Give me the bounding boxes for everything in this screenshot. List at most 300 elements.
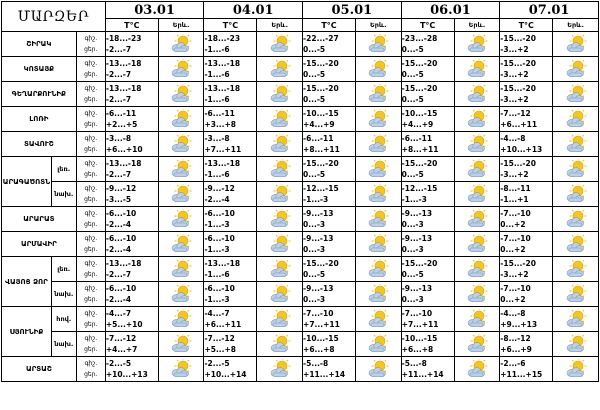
night-temperature: -15...-20	[500, 84, 536, 93]
day-label: ցեր.	[84, 171, 98, 178]
temperature-cell	[401, 32, 454, 57]
day-temperature: 0...+2	[500, 295, 526, 304]
sun-cloud-icon	[268, 59, 292, 79]
weather-cell	[454, 132, 500, 157]
day-temperature: +10...+13	[500, 145, 543, 154]
day-temperature: 0...-5	[401, 170, 424, 179]
day-temperature: 0...-5	[401, 45, 424, 54]
sun-cloud-icon	[564, 259, 588, 279]
sun-cloud-icon	[366, 59, 390, 79]
sun-cloud-icon	[564, 34, 588, 54]
temperature-cell	[401, 207, 454, 232]
forecast-table	[1, 1, 599, 382]
day-temperature: 0...-5	[303, 45, 326, 54]
night-label: գիշ.	[84, 310, 98, 317]
day-temperature: +8...+11	[303, 145, 340, 154]
region-name: ԱՐՄԱՎԻՐ	[2, 232, 77, 257]
night-temperature: -9...-12	[204, 184, 235, 193]
temperature-cell	[500, 32, 553, 57]
region-name: ԿՈՏԱՅՔ	[2, 57, 77, 82]
sun-cloud-icon	[268, 159, 292, 179]
night-temperature: -13...-18	[204, 159, 241, 168]
day-temperature: 0...-5	[401, 95, 424, 104]
time-of-day-labels	[76, 332, 105, 357]
night-temperature: -13...-18	[204, 84, 241, 93]
sun-cloud-icon	[465, 34, 489, 54]
time-of-day-labels	[76, 357, 105, 382]
weather-cell	[355, 157, 401, 182]
temperature-cell	[303, 107, 356, 132]
day-temperature: +7...+11	[303, 320, 340, 329]
night-temperature: -9...-13	[401, 234, 433, 243]
sun-cloud-icon	[169, 284, 193, 304]
day-label: ցեր.	[84, 121, 98, 128]
day-label: ցեր.	[84, 71, 98, 78]
region-row	[2, 182, 599, 207]
temperature-cell	[401, 307, 454, 332]
sun-cloud-icon	[465, 234, 489, 254]
region-row	[2, 107, 599, 132]
night-temperature: -4...-8	[500, 309, 526, 318]
temperature-cell	[105, 107, 158, 132]
weather-cell	[454, 32, 500, 57]
night-temperature: -15...-20	[401, 159, 438, 168]
weather-cell	[355, 32, 401, 57]
temperature-cell	[204, 257, 257, 282]
night-temperature: -6...-10	[204, 234, 235, 243]
weather-cell	[355, 57, 401, 82]
temperature-cell	[105, 82, 158, 107]
night-label: գիշ.	[84, 285, 98, 292]
weather-cell	[553, 57, 599, 82]
night-temperature: -12...-15	[303, 184, 339, 193]
day-label: ցեր.	[84, 321, 98, 328]
night-temperature: -4...-7	[105, 309, 132, 318]
night-temperature: -23...-28	[401, 34, 438, 43]
subregion-name: լեռ.	[51, 157, 76, 182]
weather-cell	[553, 207, 599, 232]
night-temperature: -9...-13	[303, 234, 334, 243]
temperature-cell	[500, 232, 553, 257]
sun-cloud-icon	[465, 59, 489, 79]
sun-cloud-icon	[465, 359, 489, 379]
day-temperature: 0...+2	[500, 220, 526, 229]
night-temperature: -8...-11	[500, 184, 531, 193]
temperature-cell	[105, 307, 158, 332]
subregion-name: նախ.	[51, 282, 76, 307]
weather-cell	[553, 232, 599, 257]
sun-cloud-icon	[465, 334, 489, 354]
weather-cell	[553, 82, 599, 107]
day-temperature: 0...-3	[401, 295, 424, 304]
temperature-cell	[204, 182, 257, 207]
night-temperature: -7...-10	[500, 234, 531, 243]
day-temperature: +7...+11	[204, 145, 242, 154]
weather-cell	[454, 307, 500, 332]
temperature-header: T°C	[105, 19, 158, 32]
weather-header: Երև.	[553, 19, 599, 32]
region-row	[2, 132, 599, 157]
day-temperature: -3...+2	[500, 95, 529, 104]
day-label: ցեր.	[84, 146, 98, 153]
sun-cloud-icon	[268, 359, 292, 379]
region-row	[2, 357, 599, 382]
sun-cloud-icon	[268, 259, 292, 279]
day-temperature: -2...-4	[105, 295, 132, 304]
temperature-cell	[204, 207, 257, 232]
sun-cloud-icon	[169, 159, 193, 179]
weather-cell	[355, 182, 401, 207]
day-temperature: -1...-6	[204, 95, 230, 104]
sun-cloud-icon	[465, 159, 489, 179]
temperature-cell	[303, 157, 356, 182]
weather-cell	[158, 182, 204, 207]
region-name: ԼՈՌԻ	[2, 107, 77, 132]
time-of-day-labels	[76, 232, 105, 257]
temperature-cell	[204, 32, 257, 57]
weather-cell	[454, 232, 500, 257]
date-header: 04.01	[204, 2, 303, 19]
night-temperature: -18...-23	[105, 34, 142, 43]
day-temperature: -1...-3	[401, 195, 427, 204]
night-temperature: -12...-15	[401, 184, 438, 193]
night-label: գիշ.	[84, 35, 98, 42]
temperature-cell	[500, 132, 553, 157]
temperature-cell	[303, 132, 356, 157]
subregion-name: նախ.	[51, 182, 76, 207]
temperature-cell	[204, 232, 257, 257]
day-temperature: -1...-6	[204, 170, 230, 179]
date-header: 07.01	[500, 2, 599, 19]
weather-cell	[257, 307, 303, 332]
weather-cell	[553, 182, 599, 207]
night-label: գիշ.	[84, 235, 98, 242]
night-temperature: -15...-20	[303, 84, 339, 93]
night-temperature: -6...-11	[303, 134, 334, 143]
temperature-cell	[401, 107, 454, 132]
weather-cell	[355, 282, 401, 307]
temperature-cell	[105, 32, 158, 57]
day-temperature: +6...+8	[401, 345, 434, 354]
sun-cloud-icon	[465, 309, 489, 329]
sun-cloud-icon	[169, 34, 193, 54]
night-temperature: -15...-20	[500, 159, 536, 168]
day-temperature: -3...+2	[500, 45, 529, 54]
sun-cloud-icon	[564, 59, 588, 79]
night-temperature: -13...-18	[105, 159, 142, 168]
temperature-cell	[401, 57, 454, 82]
temperature-cell	[303, 282, 356, 307]
night-temperature: -15...-20	[401, 259, 438, 268]
temperature-cell	[500, 307, 553, 332]
weather-cell	[257, 107, 303, 132]
night-temperature: -15...-20	[401, 59, 438, 68]
night-temperature: -13...-18	[105, 59, 142, 68]
temperature-cell	[105, 357, 158, 382]
weather-cell	[257, 207, 303, 232]
night-temperature: -7...-10	[500, 284, 531, 293]
night-temperature: -2...-6	[500, 359, 526, 368]
day-label: ցեր.	[84, 96, 98, 103]
weather-cell	[257, 32, 303, 57]
subregion-name: հով.	[51, 307, 76, 332]
night-temperature: -6...-11	[105, 109, 137, 118]
sun-cloud-icon	[169, 59, 193, 79]
date-header: 05.01	[303, 2, 402, 19]
day-temperature: +9...+13	[500, 320, 538, 329]
time-of-day-labels	[76, 182, 105, 207]
time-of-day-labels	[76, 157, 105, 182]
region-name: ՏԱՎՈՒՇ	[2, 132, 77, 157]
day-temperature: -2...-4	[105, 220, 132, 229]
region-name: ՎԱՅՈՑ ՁՈՐ	[2, 257, 52, 307]
night-temperature: -9...-13	[303, 209, 334, 218]
day-temperature: +6...+9	[500, 345, 532, 354]
day-label: ցեր.	[84, 196, 98, 203]
weather-cell	[257, 57, 303, 82]
temperature-cell	[204, 82, 257, 107]
temperature-cell	[303, 82, 356, 107]
weather-cell	[158, 232, 204, 257]
day-temperature: +11...+14	[401, 370, 444, 379]
day-temperature: -3...-5	[105, 195, 132, 204]
day-temperature: 0...-3	[303, 295, 326, 304]
temperature-cell	[105, 57, 158, 82]
temperature-cell	[500, 82, 553, 107]
day-temperature: 0...+2	[500, 245, 526, 254]
sun-cloud-icon	[465, 209, 489, 229]
weather-cell	[454, 82, 500, 107]
day-temperature: -2...-7	[105, 95, 132, 104]
weather-cell	[355, 357, 401, 382]
temperature-cell	[401, 232, 454, 257]
sun-cloud-icon	[169, 209, 193, 229]
temperature-cell	[303, 57, 356, 82]
sun-cloud-icon	[366, 34, 390, 54]
day-temperature: -3...+2	[500, 70, 529, 79]
day-label: ցեր.	[84, 271, 98, 278]
weather-cell	[355, 207, 401, 232]
night-temperature: -2...-5	[204, 359, 230, 368]
temperature-cell	[204, 132, 257, 157]
weather-cell	[257, 332, 303, 357]
date-header: 03.01	[105, 2, 204, 19]
sun-cloud-icon	[564, 359, 588, 379]
temperature-cell	[500, 107, 553, 132]
day-temperature: +10...+13	[105, 370, 148, 379]
weather-cell	[355, 232, 401, 257]
night-temperature: -13...-18	[204, 59, 241, 68]
temperature-cell	[500, 332, 553, 357]
night-temperature: -13...-18	[204, 259, 241, 268]
day-temperature: +11...+14	[303, 370, 346, 379]
day-temperature: -3...+2	[500, 270, 529, 279]
night-temperature: -15...-20	[303, 159, 339, 168]
night-label: գիշ.	[84, 135, 98, 142]
sun-cloud-icon	[366, 284, 390, 304]
night-temperature: -10...-15	[401, 109, 438, 118]
day-temperature: -2...-4	[105, 245, 132, 254]
temperature-cell	[204, 357, 257, 382]
weather-cell	[355, 307, 401, 332]
temperature-cell	[105, 332, 158, 357]
temperature-cell	[500, 57, 553, 82]
sun-cloud-icon	[268, 109, 292, 129]
day-temperature: -1...-3	[204, 220, 230, 229]
sun-cloud-icon	[465, 134, 489, 154]
temperature-cell	[105, 182, 158, 207]
region-row	[2, 157, 599, 182]
sun-cloud-icon	[268, 184, 292, 204]
sun-cloud-icon	[268, 209, 292, 229]
sun-cloud-icon	[564, 309, 588, 329]
day-temperature: -2...-7	[105, 170, 132, 179]
night-temperature: -10...-15	[303, 109, 339, 118]
weather-cell	[158, 282, 204, 307]
day-temperature: -1...-3	[303, 195, 329, 204]
sun-cloud-icon	[564, 84, 588, 104]
day-label: ցեր.	[84, 296, 98, 303]
sun-cloud-icon	[366, 109, 390, 129]
weather-cell	[158, 57, 204, 82]
day-temperature: 0...-5	[303, 270, 326, 279]
temperature-cell	[105, 157, 158, 182]
region-row	[2, 207, 599, 232]
weather-cell	[158, 332, 204, 357]
day-label: ցեր.	[84, 221, 98, 228]
temperature-header: T°C	[204, 19, 257, 32]
region-row	[2, 57, 599, 82]
night-temperature: -15...-20	[401, 84, 438, 93]
night-temperature: -6...-10	[105, 284, 137, 293]
sun-cloud-icon	[169, 109, 193, 129]
weather-cell	[553, 357, 599, 382]
temperature-cell	[105, 282, 158, 307]
subregion-name: նախ.	[51, 332, 76, 357]
sun-cloud-icon	[268, 84, 292, 104]
night-temperature: -9...-13	[401, 209, 433, 218]
sun-cloud-icon	[268, 284, 292, 304]
temperature-cell	[303, 257, 356, 282]
region-name: ՍՅՈՒՆԻՔ	[2, 307, 52, 357]
night-label: գիշ.	[84, 260, 98, 267]
sun-cloud-icon	[366, 184, 390, 204]
sun-cloud-icon	[169, 134, 193, 154]
day-temperature: 0...-3	[401, 245, 424, 254]
weather-header: Երև.	[158, 19, 204, 32]
day-label: ցեր.	[84, 246, 98, 253]
region-row	[2, 232, 599, 257]
sun-cloud-icon	[366, 234, 390, 254]
weather-cell	[454, 57, 500, 82]
weather-cell	[158, 32, 204, 57]
day-temperature: +7...+11	[401, 320, 439, 329]
day-temperature: +3...+8	[204, 120, 236, 129]
night-temperature: -6...-10	[204, 284, 235, 293]
weather-cell	[257, 357, 303, 382]
sun-cloud-icon	[564, 159, 588, 179]
weather-cell	[257, 282, 303, 307]
day-temperature: +10...+14	[204, 370, 247, 379]
weather-cell	[158, 107, 204, 132]
forecast-body	[2, 32, 599, 382]
weather-cell	[158, 157, 204, 182]
temperature-cell	[500, 257, 553, 282]
night-temperature: -8...-12	[500, 334, 531, 343]
weather-cell	[454, 357, 500, 382]
night-label: գիշ.	[84, 335, 98, 342]
weather-cell	[454, 257, 500, 282]
weather-cell	[454, 157, 500, 182]
weather-cell	[257, 157, 303, 182]
temperature-cell	[401, 257, 454, 282]
time-of-day-labels	[76, 32, 105, 57]
time-of-day-labels	[76, 132, 105, 157]
sun-cloud-icon	[366, 84, 390, 104]
day-temperature: 0...-5	[401, 270, 424, 279]
temperature-header: T°C	[401, 19, 454, 32]
sun-cloud-icon	[169, 309, 193, 329]
time-of-day-labels	[76, 57, 105, 82]
sun-cloud-icon	[564, 109, 588, 129]
night-temperature: -4...-8	[500, 134, 526, 143]
day-temperature: -1...+1	[500, 195, 529, 204]
day-temperature: 0...-3	[303, 220, 326, 229]
night-temperature: -4...-7	[204, 309, 230, 318]
sun-cloud-icon	[366, 334, 390, 354]
temperature-cell	[401, 157, 454, 182]
night-label: գիշ.	[84, 210, 98, 217]
day-temperature: 0...-5	[303, 170, 326, 179]
day-temperature: +6...+8	[303, 345, 335, 354]
night-temperature: -22...-27	[303, 34, 339, 43]
sun-cloud-icon	[564, 134, 588, 154]
region-row	[2, 282, 599, 307]
weather-cell	[454, 282, 500, 307]
sun-cloud-icon	[366, 359, 390, 379]
time-of-day-labels	[76, 307, 105, 332]
sun-cloud-icon	[366, 309, 390, 329]
weather-cell	[158, 82, 204, 107]
night-temperature: -15...-20	[500, 259, 536, 268]
day-temperature: +6...+11	[204, 320, 242, 329]
weather-cell	[454, 332, 500, 357]
weather-cell	[454, 107, 500, 132]
sun-cloud-icon	[169, 184, 193, 204]
temperature-cell	[303, 232, 356, 257]
time-of-day-labels	[76, 282, 105, 307]
temperature-cell	[401, 82, 454, 107]
temperature-cell	[303, 357, 356, 382]
temperature-cell	[500, 207, 553, 232]
sun-cloud-icon	[268, 309, 292, 329]
sun-cloud-icon	[564, 234, 588, 254]
weather-cell	[553, 107, 599, 132]
time-of-day-labels	[76, 82, 105, 107]
sun-cloud-icon	[564, 184, 588, 204]
temperature-cell	[204, 307, 257, 332]
weather-cell	[355, 257, 401, 282]
date-header-row	[2, 2, 599, 19]
night-temperature: -13...-18	[105, 84, 142, 93]
night-temperature: -2...-5	[105, 359, 132, 368]
temperature-cell	[401, 282, 454, 307]
night-temperature: -6...-10	[105, 234, 137, 243]
region-name: ԱՐԱՐԱՏ	[2, 207, 77, 232]
day-temperature: +4...+9	[303, 120, 335, 129]
sun-cloud-icon	[366, 209, 390, 229]
weather-cell	[355, 82, 401, 107]
